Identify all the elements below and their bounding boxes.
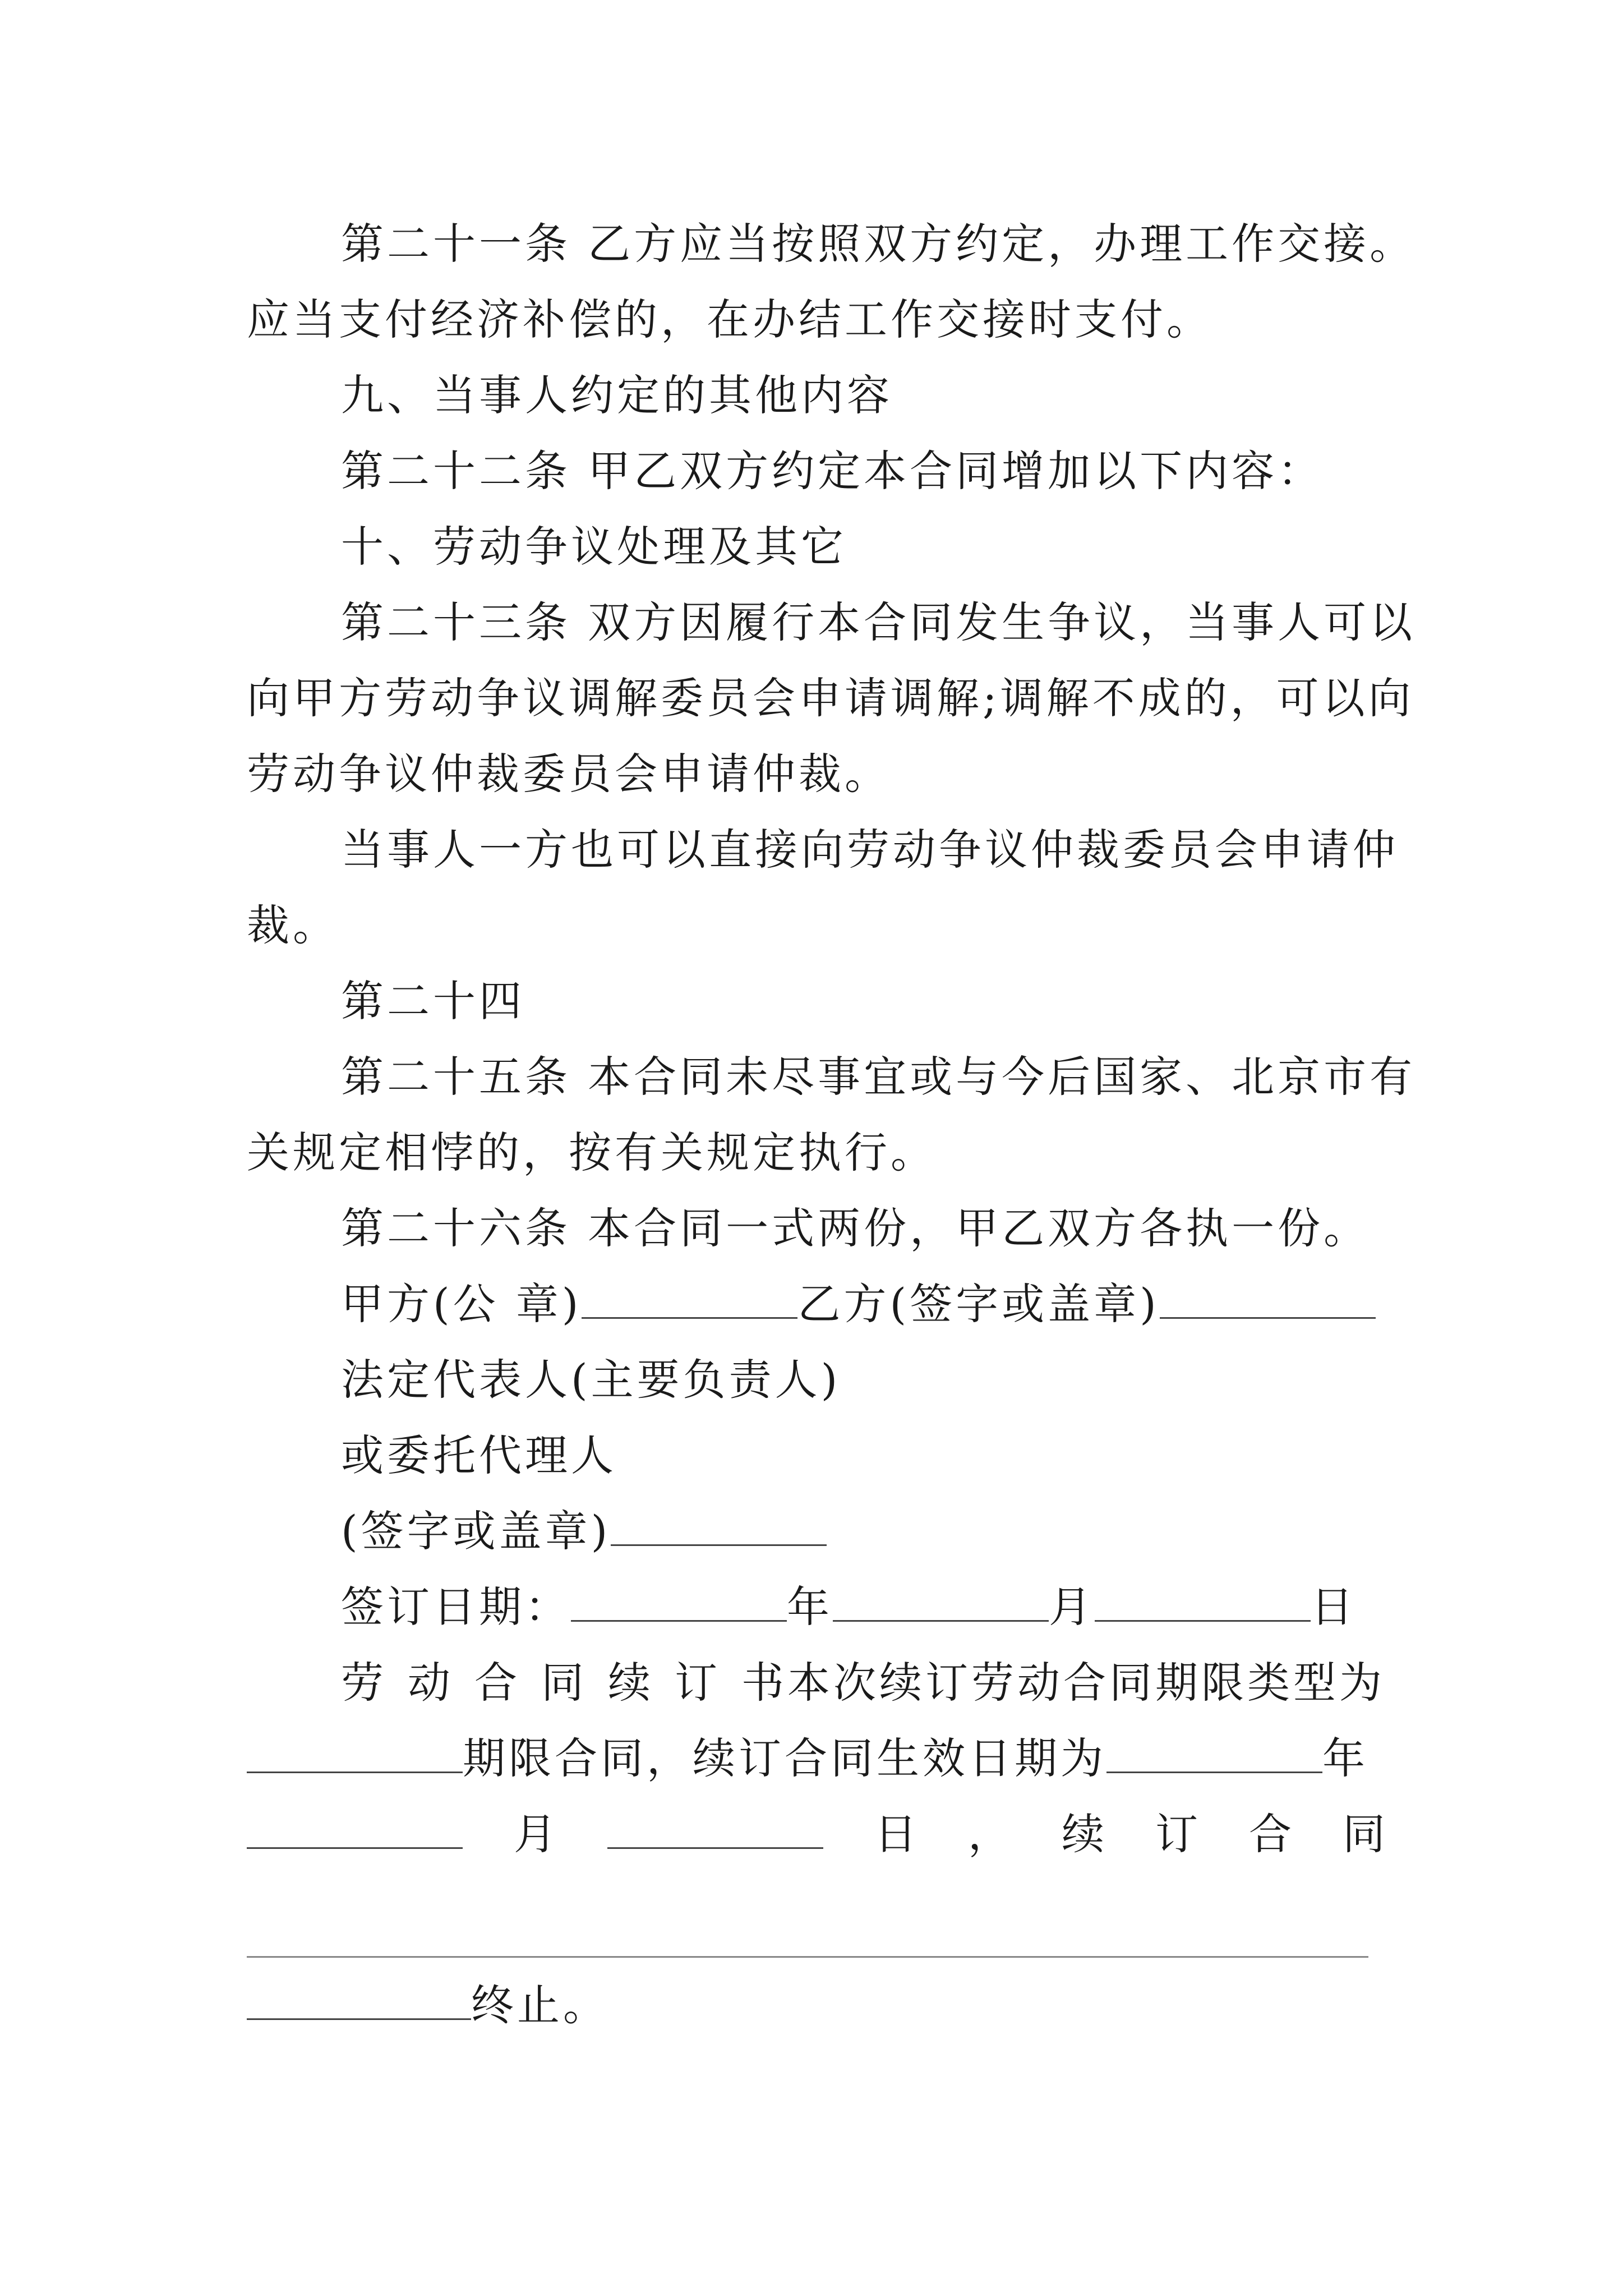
effective-day-label: 日 (874, 1809, 917, 1859)
date-month-label: 月 (1049, 1582, 1095, 1632)
clause-23-para-2-line-2: 裁。 (247, 900, 339, 950)
clause-23-line-1: 第二十三条 双方因履行本合同发生争议，当事人可以 (341, 597, 1416, 647)
renewal-char-2: 动 (408, 1658, 450, 1708)
renew-char-1: 续 (1062, 1809, 1104, 1859)
effective-month-label: 月 (514, 1809, 556, 1859)
effective-year-label: 年 (1322, 1733, 1368, 1783)
date-year-label: 年 (787, 1582, 833, 1632)
clause-21-line-2: 应当支付经济补偿的，在办结工作交接时支付。 (247, 295, 1212, 344)
renewal-line-5 (247, 1977, 1385, 2033)
renewal-char-6: 订 (675, 1658, 717, 1708)
term-suffix: 期限合同，续订合同生效日期为 (463, 1733, 1106, 1783)
renew-char-2: 订 (1155, 1809, 1198, 1859)
party-b-blank (1160, 1280, 1376, 1319)
clause-23-line-3: 劳动争议仲裁委员会申请仲裁。 (247, 749, 891, 799)
date-day-label: 日 (1311, 1582, 1357, 1632)
effective-year-blank (1106, 1734, 1322, 1773)
end-text: 终止。 (471, 1980, 609, 2030)
clause-24: 第二十四 (341, 976, 525, 1026)
clause-23-para-2-line-1: 当事人一方也可以直接向劳动争议仲裁委员会申请仲 (341, 825, 1399, 875)
section-10-heading: 十、劳动争议处理及其它 (341, 522, 847, 572)
renewal-char-3: 合 (474, 1658, 517, 1708)
clause-22: 第二十二条 甲乙双方约定本合同增加以下内容： (341, 446, 1324, 496)
renewal-line-1 (247, 1655, 1385, 1711)
clause-25-line-1: 第二十五条 本合同未尽事宜或与今后国家、北京市有 (341, 1052, 1416, 1102)
renewal-intro-rest: 书本次续订劳动合同期限类型为 (741, 1658, 1385, 1708)
sign-date-line (247, 1579, 1385, 1635)
date-day-blank (1095, 1583, 1311, 1622)
legal-rep-label: 法定代表人(主要负责人) (341, 1355, 841, 1405)
effective-day-blank (607, 1810, 823, 1849)
sign-or-seal-blank (611, 1507, 827, 1546)
renewal-char-5: 续 (608, 1658, 651, 1708)
renew-char-3: 合 (1249, 1809, 1292, 1859)
clause-21-line-1: 第二十一条 乙方应当按照双方约定，办理工作交接。 (341, 219, 1416, 269)
renewal-char-1: 劳 (341, 1658, 384, 1708)
clause-26: 第二十六条 本合同一式两份，甲乙双方各执一份。 (341, 1203, 1370, 1253)
sign-or-seal-line (247, 1503, 1385, 1559)
termination-date-blank (247, 1981, 471, 2020)
party-a-blank (582, 1280, 797, 1319)
section-9-heading: 九、当事人约定的其他内容 (341, 370, 893, 420)
renewal-line-2 (247, 1731, 1385, 1787)
renewal-full-width-blank (247, 1956, 1368, 1958)
date-label: 签订日期： (341, 1582, 571, 1632)
comma: ， (968, 1809, 1011, 1859)
date-month-blank (833, 1583, 1049, 1622)
effective-month-blank (247, 1810, 463, 1849)
clause-23-line-2: 向甲方劳动争议调解委员会申请调解;调解不成的，可以向 (247, 673, 1414, 723)
renew-char-4: 同 (1343, 1809, 1385, 1859)
renewal-line-3 (247, 1806, 1385, 1862)
date-year-blank (571, 1583, 787, 1622)
renewal-char-4: 同 (541, 1658, 584, 1708)
signature-party-line (247, 1276, 1385, 1332)
term-type-blank (247, 1734, 463, 1773)
party-a-label: 甲方(公 章) (341, 1279, 582, 1329)
agent-label: 或委托代理人 (341, 1430, 617, 1480)
party-b-label: 乙方(签字或盖章) (797, 1279, 1160, 1329)
sign-or-seal-label: (签字或盖章) (341, 1506, 611, 1556)
clause-25-line-2: 关规定相悖的，按有关规定执行。 (247, 1128, 937, 1177)
